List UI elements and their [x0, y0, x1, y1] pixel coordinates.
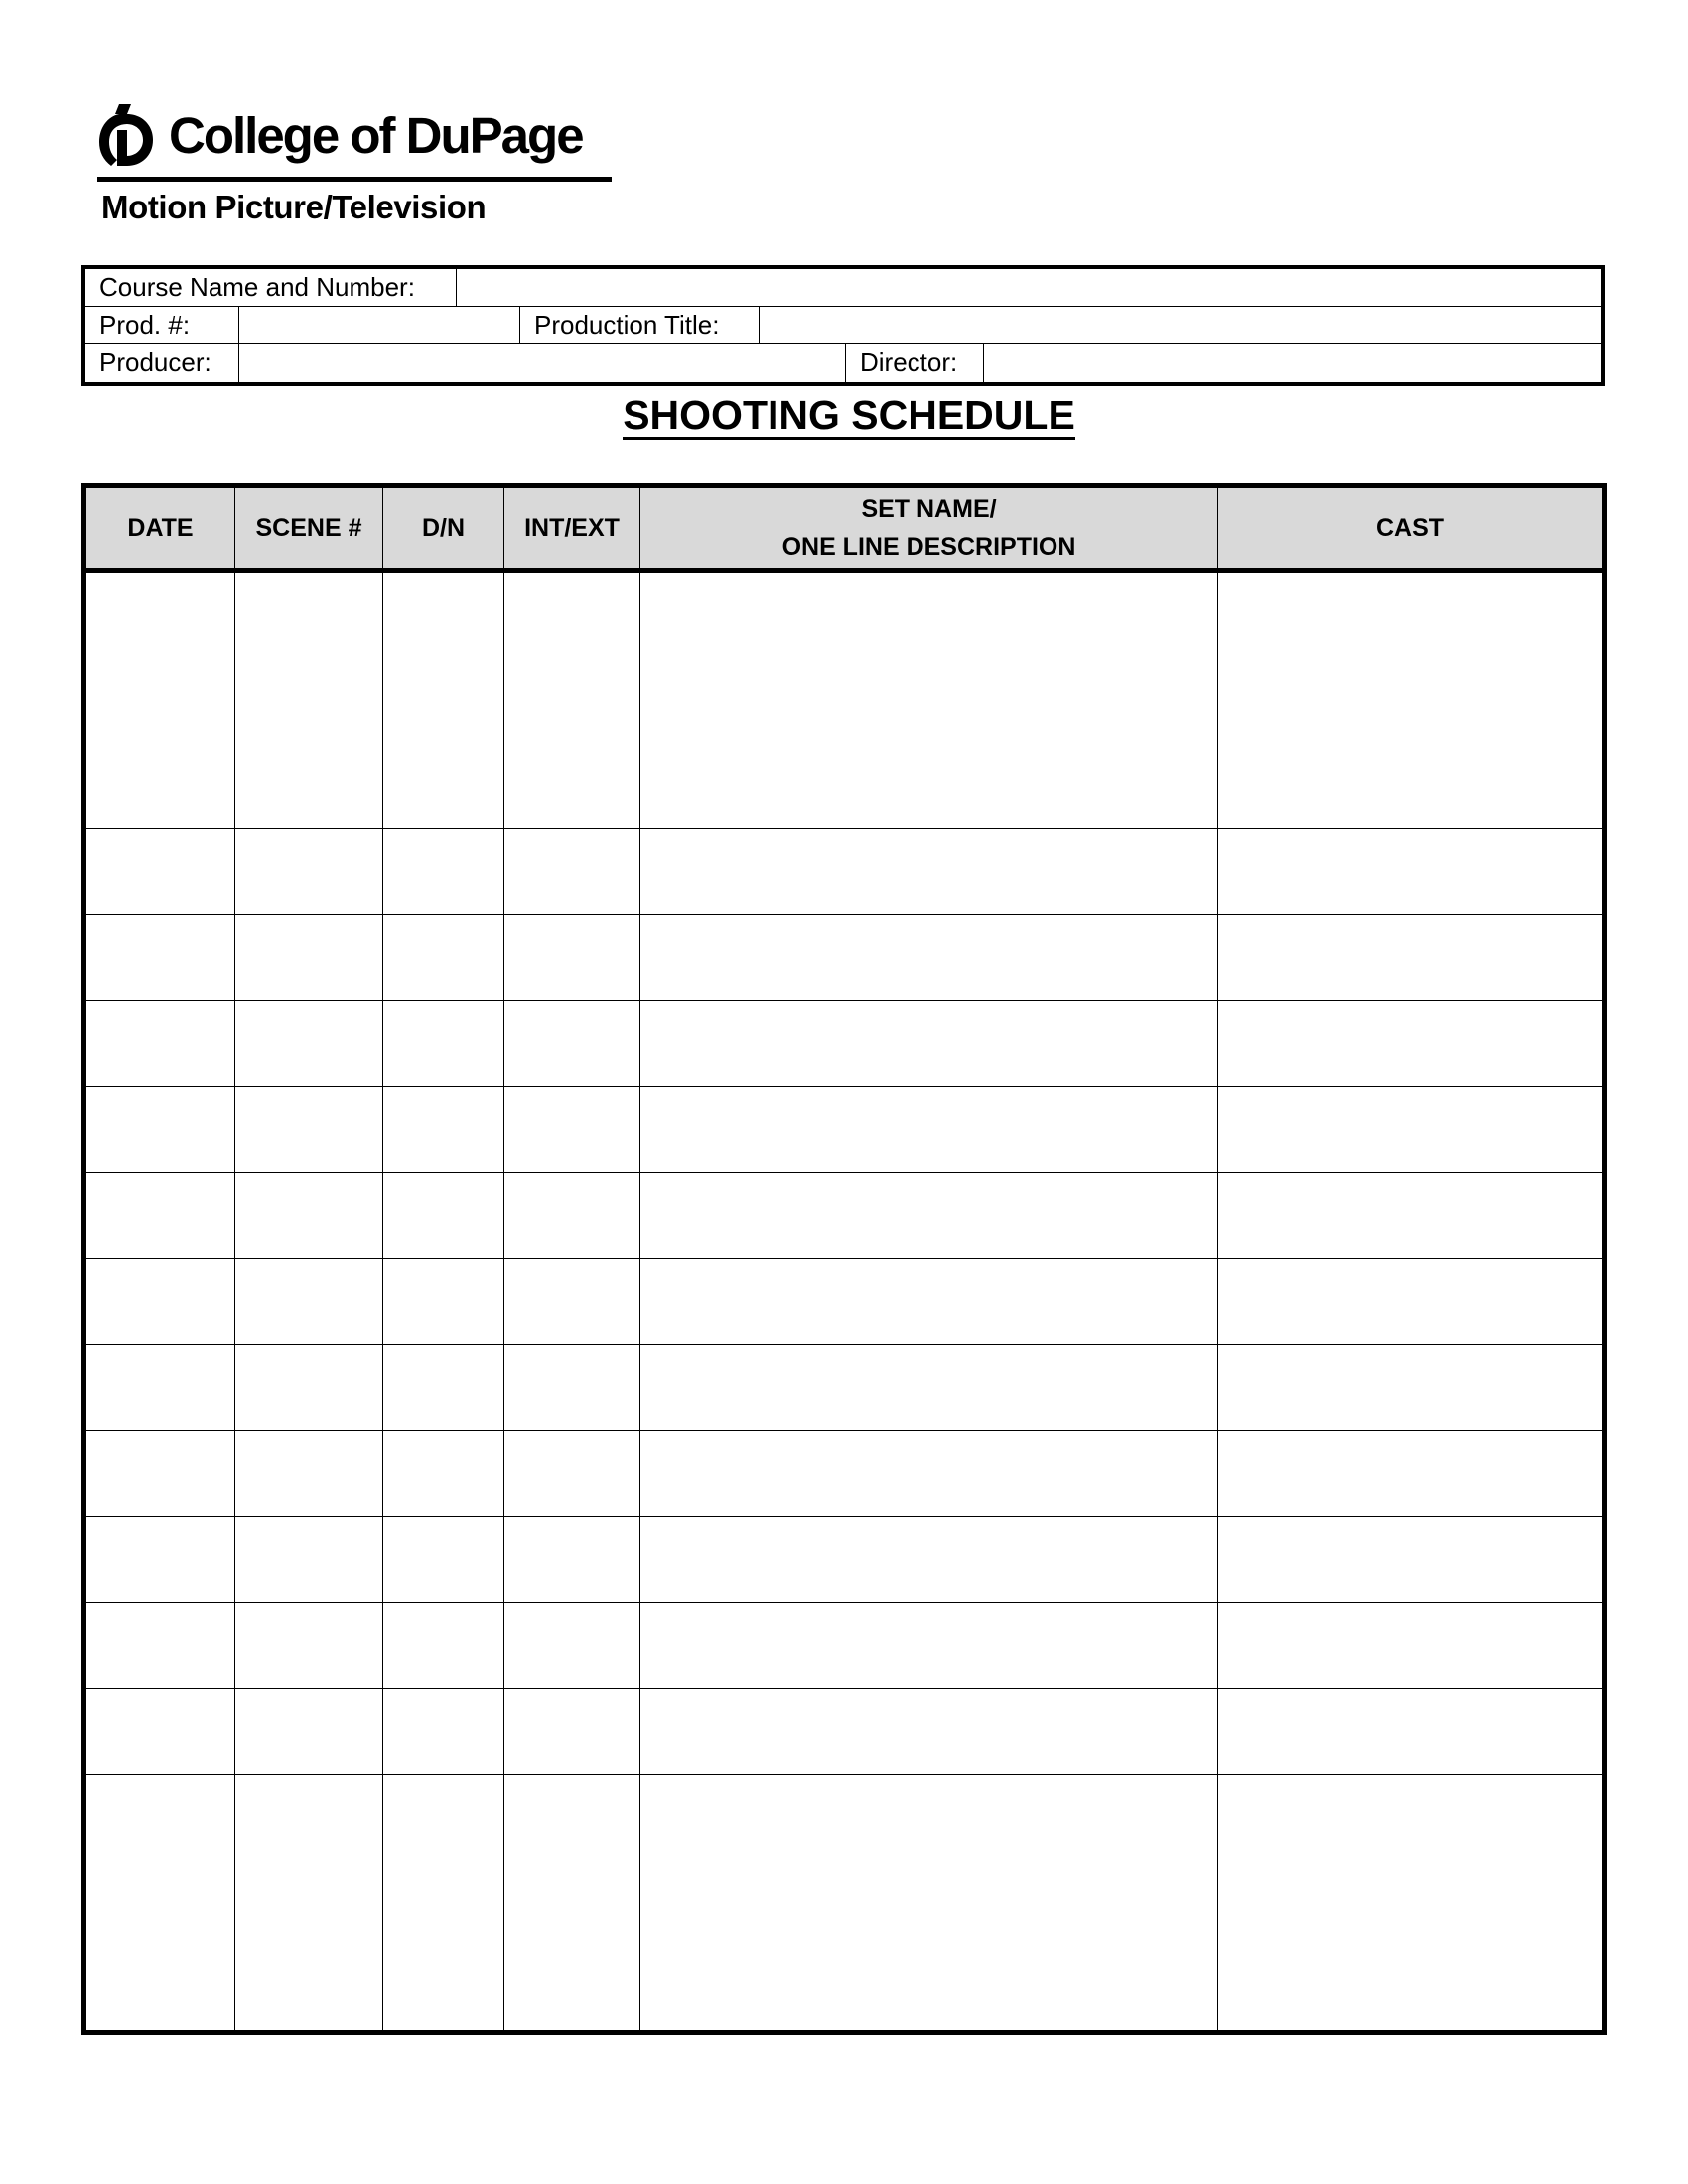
cell-date[interactable] — [84, 828, 235, 914]
production-title-field[interactable] — [760, 307, 1601, 343]
cell-cast[interactable] — [1218, 571, 1605, 829]
table-row — [84, 1431, 1605, 1517]
cell-scene[interactable] — [235, 914, 383, 1001]
page-title-wrap — [0, 389, 1688, 441]
department-name: Motion Picture/Television — [101, 189, 487, 225]
producer-label: Producer: — [85, 344, 239, 382]
cell-date[interactable] — [84, 1086, 235, 1172]
cell-cast[interactable] — [1218, 828, 1605, 914]
cell-intext[interactable] — [504, 1001, 640, 1087]
cell-date[interactable] — [84, 571, 235, 829]
cell-date[interactable] — [84, 1344, 235, 1431]
cell-dn[interactable] — [383, 828, 504, 914]
cell-intext[interactable] — [504, 1259, 640, 1345]
table-row — [84, 1344, 1605, 1431]
cell-set[interactable] — [640, 914, 1218, 1001]
column-header-day-night: D/N — [383, 486, 504, 571]
schedule-body — [84, 571, 1605, 2033]
column-header-date: DATE — [84, 486, 235, 571]
cell-scene[interactable] — [235, 1517, 383, 1603]
prod-num-label: Prod. #: — [85, 307, 239, 343]
table-row — [84, 1001, 1605, 1087]
cell-dn[interactable] — [383, 1259, 504, 1345]
production-info-box — [81, 265, 1605, 386]
column-header-cast: CAST — [1218, 486, 1605, 571]
cell-set[interactable] — [640, 1086, 1218, 1172]
table-row — [84, 914, 1605, 1001]
cell-scene[interactable] — [235, 1259, 383, 1345]
cell-scene[interactable] — [235, 1172, 383, 1259]
table-row — [84, 828, 1605, 914]
cell-date[interactable] — [84, 1172, 235, 1259]
cell-cast[interactable] — [1218, 1259, 1605, 1345]
table-row — [84, 1774, 1605, 2032]
cell-intext[interactable] — [504, 1517, 640, 1603]
cell-intext[interactable] — [504, 1172, 640, 1259]
column-header-set-name-line1: SET NAME/ — [861, 495, 997, 523]
cell-dn[interactable] — [383, 1774, 504, 2032]
table-header-row — [84, 486, 1605, 571]
cell-date[interactable] — [84, 1259, 235, 1345]
production-title-label: Production Title: — [520, 307, 760, 343]
college-of-dupage-logo-icon — [97, 100, 159, 170]
logo-row — [97, 95, 614, 175]
cell-set[interactable] — [640, 1001, 1218, 1087]
cell-intext[interactable] — [504, 1602, 640, 1689]
cell-scene[interactable] — [235, 1774, 383, 2032]
producer-field[interactable] — [239, 344, 846, 382]
info-row-crew — [85, 344, 1601, 382]
course-field[interactable] — [457, 269, 1601, 306]
cell-date[interactable] — [84, 914, 235, 1001]
cell-date[interactable] — [84, 1602, 235, 1689]
table-row — [84, 1172, 1605, 1259]
cell-set[interactable] — [640, 571, 1218, 829]
cell-cast[interactable] — [1218, 1344, 1605, 1431]
cell-date[interactable] — [84, 1774, 235, 2032]
cell-date[interactable] — [84, 1689, 235, 1775]
cell-cast[interactable] — [1218, 1517, 1605, 1603]
cell-date[interactable] — [84, 1001, 235, 1087]
cell-intext[interactable] — [504, 828, 640, 914]
prod-num-field[interactable] — [239, 307, 520, 343]
cell-cast[interactable] — [1218, 1431, 1605, 1517]
table-row — [84, 1517, 1605, 1603]
cell-set[interactable] — [640, 828, 1218, 914]
cell-dn[interactable] — [383, 1001, 504, 1087]
cell-intext[interactable] — [504, 1344, 640, 1431]
page-title: SHOOTING SCHEDULE — [623, 392, 1075, 438]
cell-scene[interactable] — [235, 1689, 383, 1775]
cell-intext[interactable] — [504, 1431, 640, 1517]
cell-set[interactable] — [640, 1431, 1218, 1517]
cell-cast[interactable] — [1218, 1689, 1605, 1775]
table-row — [84, 571, 1605, 829]
column-header-scene: SCENE # — [235, 486, 383, 571]
cell-intext[interactable] — [504, 914, 640, 1001]
info-row-course — [85, 269, 1601, 307]
cell-dn[interactable] — [383, 1086, 504, 1172]
institution-name: College of DuPage — [169, 106, 583, 164]
shooting-schedule-table — [81, 483, 1607, 2035]
cell-set[interactable] — [640, 1774, 1218, 2032]
cell-dn[interactable] — [383, 1344, 504, 1431]
cell-cast[interactable] — [1218, 1172, 1605, 1259]
cell-date[interactable] — [84, 1517, 235, 1603]
cell-cast[interactable] — [1218, 1086, 1605, 1172]
table-row — [84, 1086, 1605, 1172]
logo-block — [97, 95, 614, 182]
cell-dn[interactable] — [383, 1602, 504, 1689]
cell-scene[interactable] — [235, 828, 383, 914]
column-header-set-name — [640, 486, 1218, 571]
table-row — [84, 1259, 1605, 1345]
cell-set[interactable] — [640, 1517, 1218, 1603]
cell-cast[interactable] — [1218, 1001, 1605, 1087]
cell-scene[interactable] — [235, 1344, 383, 1431]
cell-cast[interactable] — [1218, 1774, 1605, 2032]
cell-set[interactable] — [640, 1344, 1218, 1431]
cell-dn[interactable] — [383, 1172, 504, 1259]
column-header-int-ext: INT/EXT — [504, 486, 640, 571]
cell-date[interactable] — [84, 1431, 235, 1517]
cell-cast[interactable] — [1218, 914, 1605, 1001]
director-label: Director: — [846, 344, 984, 382]
cell-dn[interactable] — [383, 1689, 504, 1775]
cell-cast[interactable] — [1218, 1602, 1605, 1689]
cell-intext[interactable] — [504, 1774, 640, 2032]
director-field[interactable] — [984, 344, 1601, 382]
info-row-production — [85, 307, 1601, 344]
cell-dn[interactable] — [383, 914, 504, 1001]
cell-intext[interactable] — [504, 571, 640, 829]
cell-scene[interactable] — [235, 1086, 383, 1172]
cell-set[interactable] — [640, 1689, 1218, 1775]
cell-scene[interactable] — [235, 1001, 383, 1087]
table-row — [84, 1689, 1605, 1775]
column-header-set-name-line2: ONE LINE DESCRIPTION — [781, 533, 1076, 561]
cell-scene[interactable] — [235, 1431, 383, 1517]
logo-divider — [97, 177, 612, 182]
cell-dn[interactable] — [383, 571, 504, 829]
cell-set[interactable] — [640, 1259, 1218, 1345]
cell-intext[interactable] — [504, 1086, 640, 1172]
cell-scene[interactable] — [235, 571, 383, 829]
cell-intext[interactable] — [504, 1689, 640, 1775]
cell-dn[interactable] — [383, 1431, 504, 1517]
table-row — [84, 1602, 1605, 1689]
cell-set[interactable] — [640, 1172, 1218, 1259]
cell-set[interactable] — [640, 1602, 1218, 1689]
course-label: Course Name and Number: — [85, 269, 457, 306]
cell-scene[interactable] — [235, 1602, 383, 1689]
cell-dn[interactable] — [383, 1517, 504, 1603]
